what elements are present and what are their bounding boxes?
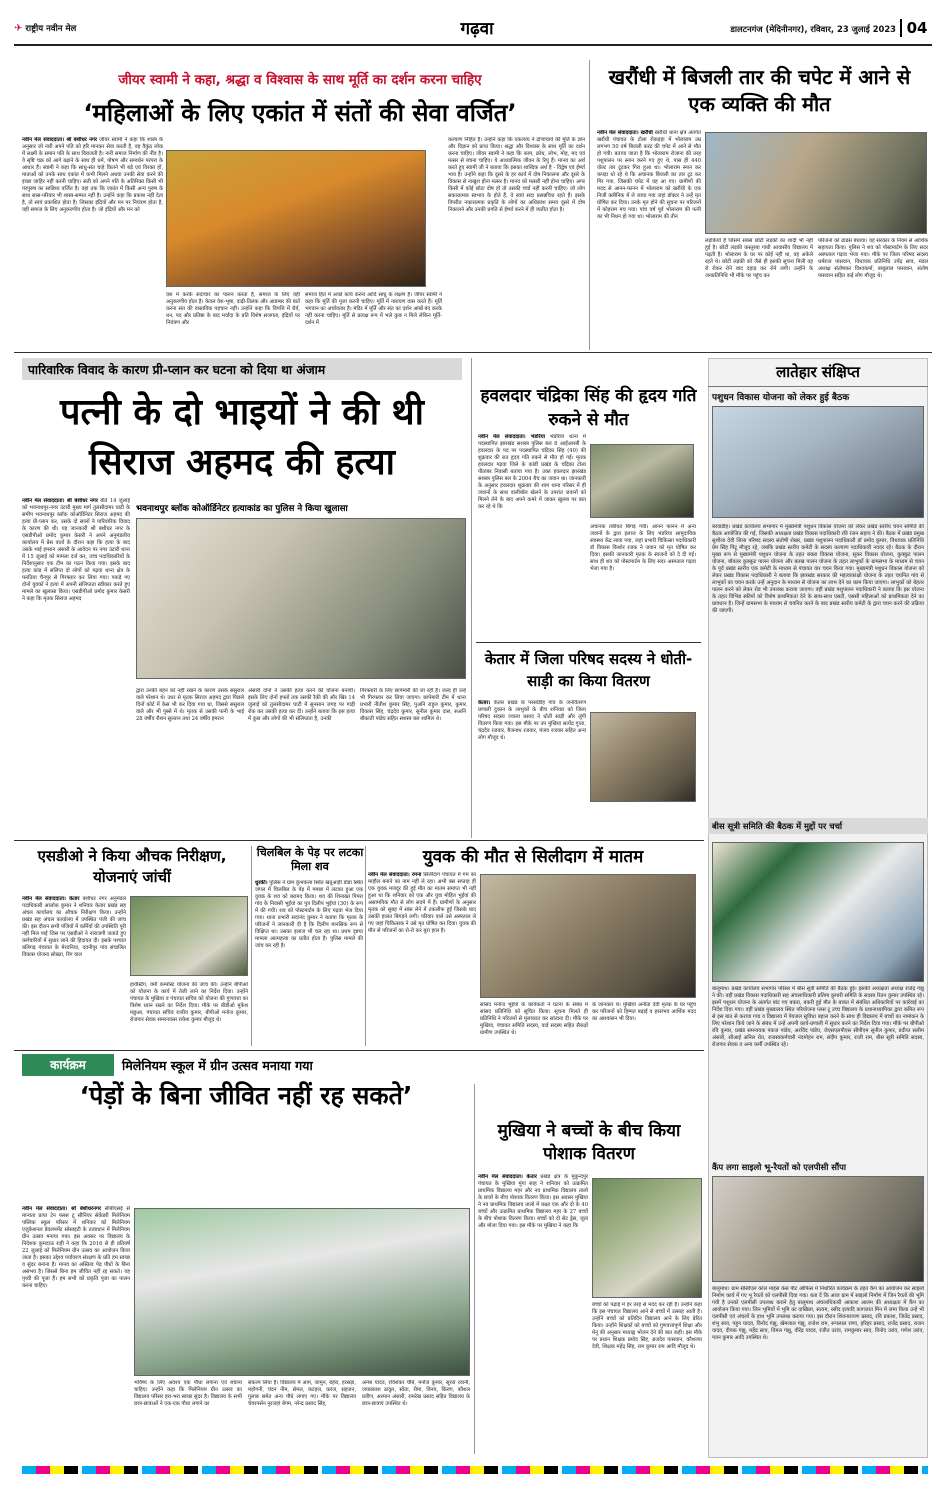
col-divider-5 <box>474 1084 475 1454</box>
story1-col2: वश में करके सदाचार का पालन करता है, समाज के लिए वही अनुकरणीय होता है। केवल वेश-भूषा, दाढ़ी-तिलक और आडम्बर की बातें करना संत की वास्तविक पहचान नहीं। उन्होंने कहा कि विपत्ति में धैर्य, धन, पद और प्रतिष्ठा के बाद मर्यादा के प्रति विशेष सजगता, इंद्रियों पर नियंत्रण और <box>166 292 300 326</box>
masthead-rule <box>14 44 932 46</box>
story10-photo <box>592 1178 702 1298</box>
logo-text: राष्ट्रीय नवीन मेल <box>25 23 77 34</box>
page-number: 04 <box>900 19 932 37</box>
dateline: डालटनगंज (मेदिनीनगर), रविवार, 23 जुलाई 2023 <box>730 24 896 34</box>
sidebar-title: लातेहार संक्षिप्त <box>708 362 928 387</box>
story8-col1 <box>368 872 476 1046</box>
section-title: गढ़वा <box>460 19 494 39</box>
story5-byline: केतार। <box>478 700 491 706</box>
story10-headline: मुखिया ने बच्चों के बीच किया पोशाक वितरण <box>497 1121 681 1164</box>
col-divider-1 <box>589 60 590 350</box>
story3-col1 <box>22 498 130 836</box>
story3-byline: नवीन मेल संवाददाता। श्री बंशीधर नगर <box>22 498 98 504</box>
story8-body1: सिलीदाग पंचायत में गम का माहौल बनाने का नाम नहीं ले रहा। अभी बस सप्ताह ही एक युवक मजदूर की हुई मौत का मातम समाप्त भी नहीं हुआ था कि शनिवार को एक और युवा मोहित भुईयां की असामयिक मौत से लोग सदमे में हैं। ग्रामीणों के अनुसार मृतक को सुबह में सांस लेने में तकलीफ हुई जिसके बाद उसकी हालत बिगड़ने लगी। परिवार वाले उसे अस्पताल ले गए जहां चिकित्सक ने उसे मृत घोषित कर दिया। युवक की मौत से परिजनों का रो-रो कर बुरा हाल है। <box>368 872 476 934</box>
story2-photo <box>705 132 927 234</box>
story6-headline: एसडीओ ने किया औचक निरीक्षण, योजनाएं जांचीं <box>37 847 227 886</box>
story6-col1 <box>22 896 126 1046</box>
story3-photo <box>136 518 466 679</box>
story10-col1 <box>478 1174 588 1454</box>
row1-rule <box>14 352 932 353</box>
col-divider-2 <box>471 358 472 838</box>
col-divider-4 <box>365 846 366 1046</box>
sidebar-item2-band <box>708 818 928 834</box>
story3-col4: गिरफ्तारी के लिए छापेमारी की जा रही है। जल्द ही उन्हें भी गिरफ्तार कर लिया जाएगा। छापेमारी टीम में थाना प्रभारी नीतीश कुमार सिंह, पुअनि राहुल कुमार, कुमार विकास सिंह, चंद्रदेव कुमार, सुनील कुमार दास, सअनि बौकाती पांडेय सहित सशस्त्र बल शामिल थे। <box>360 688 466 722</box>
story10-col2: बच्चों को पढ़ाई में हर तरह से मदद कर रही है। उन्होंने कहा कि इस पंचायत विद्यालय आने से बच्चों में उत्साह आती है। उन्होंने बच्चों को प्रतिदिन विद्यालय आने के लिए प्रेरित किया। उन्होंने शिक्षकों को बच्चों को गुणवत्तापूर्ण शिक्षा और मेनू की अनुसार मध्याह्न भोजन देने की बात कही। इस मौके पर प्रधान शिक्षक प्रमोद सिंह, ब्रजदेव पासवान, कौशल्या देवी, शिक्षक महेंद्र सिंह, राम कुमार राम आदि मौजूद थे। <box>592 1302 702 1350</box>
masthead <box>14 14 932 44</box>
story9-col2: भविष्य के लिए अवश्य एक पौधा लगाना एवं बचाना चाहिए। उन्होंने कहा कि मिलेनियम ग्रीन उत्सव का विद्यालय परिसर हरा-भरा स्वच्छ सुंदर है। विद्यालय के सभी छात्र-छात्राओं ने एक-एक पौधा लगाने का <box>134 1380 242 1407</box>
story8-byline: नवीन मेल संवाददाता। रमना <box>368 872 422 878</box>
story1-body1: जीयर स्वामी ने कहा कि शास्त्र के अनुसार जो नारी अपने पति को हरि मानकर सेवा करती है, वह वैकुंठ लोक में लक्ष्मी के समान पति के साथ विराजती है। नारी समाज निर्माण की नींव है। वे सृष्टि चक्र को आगे बढ़ाने के साथ ही धर्म, पोषण और सम्वर्धन परंपरा के आधार हैं। स्वामी ने कहा कि साधु-संत चाहे कितने भी बड़े एवं विरक्त हों, माताओं को उनके साथ एकांत में कभी मिलने अथवा उनकी सेवा करने की इच्छा जाहिर नहीं करनी चाहिए। सती को अपने पति के अतिरिक्त किसी भी परपुरुष का सान्निध्य वर्जित है। वहां तक कि एकांत में किसी अन्य पुरुष के साथ सास-परिवार भी शास्त्र-सम्मत नहीं है। उन्होंने कहा कि प्रकाश नहीं देता है, तो स्वयं प्रकाशित होता है। जिसका इंद्रियों और मन पर नियंत्रण होता है, वही समाज के लिए अनुकरणीय होता है। जो इंद्रियों और मन को <box>22 137 163 213</box>
story1-kicker: जीयर स्वामी ने कहा, श्रद्धा व विश्वास के साथ मूर्ति का दर्शन करना चाहिए <box>118 72 482 88</box>
story3-photo-caption: भवनाथपुर ब्लॉक कोऑर्डिनेटर हत्याकांड का पुलिस ने किया खुलासा <box>136 504 348 514</box>
story6-col2: हार्वेस्टिंग, वर्मी कम्पोस्ट योजना की जांच की। उन्होंने बीपीओ को योजना के कार्य में तेजी लाने का निर्देश दिया। उन्होंने पंचायत के मुखिया व पंचायत सचिव को योजना की गुणवत्ता का विशेष ध्यान रखने का निर्देश दिया। मौके पर बीडीओ मुकेश मछुआ, पंचायत सचिव राजीव कुमार, बीपीओ मनोज कुमार, रोजगार सेवक समरनवत्स राकेश कुमार मौजूद थे। <box>130 982 248 1023</box>
sidebar-item3-photo <box>712 1176 924 1282</box>
story9-col1 <box>22 1206 130 1454</box>
story5-photo <box>590 712 696 802</box>
story9-body1: सीबीएसई से मान्यता प्राप्त टेन फ्लस टू सीनियर सेकेंडरी मिलेनियम पब्लिक स्कूल परिसर में शनिवार को मिलेनियम एजुकेशनल डेवलपमेंट सोसाइटी के तत्वाधान में मिलेनियम ग्रीन उत्सव मनाया गया। इस अवसर पर विद्यालय के निदेशक कुमदाऊ राही ने कहा कि 2016 से ही प्रतिवर्ष 22 जुलाई को मिलेनियम ग्रीन उत्सव का आयोजन किया जाता है। इसका उद्देश्य पर्यावरण संरक्षण के प्रति हम स्वच्छ व सुंदर बनाना है। मानव का अस्तित्व पेड़ पौधों के बिना असंभव है। जिससे बिना हम जीवित नहीं रह सकते। यह पृथ्वी की पूजा हैं। हम सभी को प्रकृति पूजा का पालन करना चाहिए। <box>22 1206 130 1289</box>
story7-byline: धुरकी। <box>255 880 268 886</box>
story5-headline: केतार में जिला परिषद सदस्य ने धोती-साड़ी का किया वितरण <box>484 650 693 690</box>
story4-headline: हवलदार चंद्रिका सिंह की हृदय गति रुकने से मौत <box>480 386 697 430</box>
story2-byline: नवीन मेल संवाददाता। खरौंधी <box>597 130 653 136</box>
story6-body1: बंशीधर नगर अनुमंडल पदाधिकारी आलोक कुमार ने शनिवार केतार प्रखंड सह अंचल कार्यालय का औचक निरीक्षण किया। उन्होंने प्रखंड सह अंचल कार्यालय में उपस्थित पंजी की जांच की। इस दौरान सभी पंजियों में कर्मियों की उपस्थिति पूरी नहीं मिल पाई जिस पर एसडीओ ने नाराजगी जताते हुए कर्मचारियों में सुधार लाने की हिदायत दी। इसके पश्चात बलिगढ़ पंचायत के मेरवनिया, दवनीपुर गांव संचालित विकास योजना सोख्ता, रिंग वाल <box>22 896 126 958</box>
story9-byline: नवीन मेल संवाददाता। श्री बंशीधरनगर <box>22 1206 101 1212</box>
story2-col2: लड़कियों हैं जिसमें सबसे छोटी लड़की का शादी भी नहीं हुई है। छोटी लड़की कस्तूरबा गांधी आवासीय विद्यालय में पढ़ती है। भोलाराम के घर पर कोई नहीं था, वह अकेले रहते थे। छोटी लड़की को जैसे ही इसकी सूचना मिली वह रो रोकर रोने बाद दहाड़ कर रोने लगी। उन्होंने के जनप्रतिनिधि भी मौके पर पहुंच कर <box>705 238 813 279</box>
story2-body1: खरौंधी थाना क्षेत्र अंतर्गत खरौंधी पंचायत के टोला रोकड़हा में भोलाराम उम्र लगभग 50 वर्ष बिजली करंट की चपेट में आने से मौत हो गयी। बताया जाता है कि भोलाराम रोजाना की तरह पशुपालन पर स्नान करने गए हुए थे, पास ही 440 वोल्ट तार टूटकर गिरा हुआ था। भोलाराम स्नान कर कपड़ा धो रहे थे कि अचानक बिजली का तार टूट कर गिर गया, जिसकी चपेट में वह आ गए। ग्रामीणों की मदद से आनन-फानन में भोलाराम को खरौंधी के एक निजी क्लीनिक में ले जाया गया जहां डॉक्टर ने उन्हें मृत घोषित कर दिया। उनके मृत होने की सूचना पर परिजनों में कोहराम मच गया। पांच वर्ष पूर्व भोलाराम की पत्नी का भी निधन हो गया था। भोलाराम की तीन <box>597 130 701 220</box>
story2-col1 <box>597 130 701 344</box>
print-color-strip <box>22 1466 928 1474</box>
col-divider-3 <box>251 846 252 1046</box>
story6-photo <box>130 896 248 976</box>
story9-kicker-row <box>22 1054 472 1076</box>
story9-col3: संकल्प लिया है। विद्यालय में आम, जामुन, बहेरा, हरसड़ा, महोगनी, चंदन नीम, सेमल, कटहल, करंज, सहजन, गुलाब समेत अन्य पौधे लगाए गए। मौके पर विद्यालय चेयरपर्सन नूरजहां बेगम, नरेन्द्र प्रसाद सिंह, <box>248 1380 356 1407</box>
story9-tag: कार्यक्रम <box>22 1054 114 1076</box>
logo <box>14 20 124 36</box>
story3-headline: पत्नी के दो भाइयों ने की थी सिराज अहमद की हत्या <box>60 392 424 483</box>
sidebar-item1-photo <box>712 406 924 518</box>
story9-photo <box>134 1208 470 1376</box>
story9-kicker: मिलेनियम स्कूल में ग्रीन उत्सव मनाया गया <box>122 1058 313 1073</box>
story7-headline: चिलबिल के पेड़ पर लटका मिला शव <box>256 846 364 873</box>
story2-headline: खरौंधी में बिजली तार की चपेट में आने से एक व्यक्ति की मौत <box>608 65 911 116</box>
story1-photo <box>166 150 426 287</box>
story5-body1: केतार प्रखंड के परसोडीह गांव के जनवितरण प्रणाली दुकान के लाभुकों के बीच शनिवार को जिला परिषद सदस्य ज्वाला प्रसाद ने धोती साड़ी और लुंगी वितरण किया गया। इस मौके पर उप मुखिया सत्येंद्र गुप्ता, चंद्रदेव रजवार, बैजनाथ रजवार, मंजय रजवार सहित अन्य लोग मौजूद थे। <box>478 700 586 741</box>
story1-headline: ‘महिलाओं के लिए एकांत में संतों की सेवा वर्जित’ <box>83 99 517 127</box>
story10-byline: नवीन मेल संवाददाता। केतार <box>478 1174 537 1180</box>
bird-icon: ✈ <box>14 22 23 34</box>
story7-col1 <box>255 880 363 1046</box>
story3-kicker-band <box>22 358 462 380</box>
story4-col2: अचानक तबीयत बिगड़ गयी। आनन फानन में अन्य जवानों के द्वारा इलाज के लिए भंडरिया सामुदायिक स्वास्थ्य केंद्र लाया गया, जहां प्रभारी चिकित्सा पदाधिकारी डॉ विकास किशोर रजक ने जवान को मृत घोषित कर दिया। इसकी जानकारी मृतक के स्वजनों को दे दी गई। साथ ही शव को पोस्टमार्टम के लिए सदर अस्पताल गढ़वा भेजा गया है। <box>590 524 696 572</box>
row2-rule <box>14 840 704 841</box>
story4-rule <box>476 642 701 643</box>
sidebar-item1-headline: पशुधन विकास योजना को लेकर हुई बैठक <box>712 393 850 403</box>
sidebar-item3-body: बालूमाथ। ग्राम सीसीएल कोल माइंस केस पीट ऑफिस में निर्धारित कार्यक्रम के तहत कैंप का आयोजन कर साइलो निर्माण कार्य में गए भू रैयतों को एलपीसी दिया गया। बता दें कि आज ग्राम में साइलो निर्माण में जिन रैयतों की भूमि गयी है उनको एलपीसी उपलब्ध कराने हेतु बालूमाथ अंचलाधिकारी आकाश आलम की अध्यक्षता में कैंप का आयोजन किया गया। जिन भूमियों में भूमि का दाखिला, सत्यम, रसीद इत्यादि कागजात मिन में जमा किया उन्हें भी एलपीसी एवं अंचलों के हाथ भूमि उपलब्ध कराया गया। इस दौरान शिवनारायण प्रसाद, रवि प्रकाश, जितेंद्र प्रसाद, शंभु साव, पहुन यादव, विनोद गंझू, खेमलाल गंझू, राजेश राम, रूपलाल राणा, हरिहर प्रसाद, राजेंद्र प्रसाद, राजन यादव, दीपक गंझू, महेंद्र साव, विमल गंझू, वीरेंद्र यादव, रंजीत उरांव, रामकुमार साव, विनोद उरांव, गणेश उरांव, पवन कुमार आदि उपस्थित थे। <box>712 1286 924 1341</box>
story3-col3: अंसारी दोनों ने उसकी हत्या करने की योजना बनायी। इसके लिए दोनों हफ्तों तक उसकी रैकी की और खिर 14 जुलाई को तुलसीदामर घाटी में सुनसान जगह पर गाड़ी रोक कर उसकी हत्या कर दी। उन्होंने बताया कि इस हत्या में कुछ और लोगों की भी संलिप्तता है, उनकी <box>248 688 355 722</box>
story4-col1 <box>478 434 586 634</box>
story1-col1 <box>22 137 163 342</box>
sidebar-item2-headline: बीस सूत्री समिति की बैठक में मुद्दों पर चर्चा <box>712 821 843 831</box>
story8-col2: सांसद मनोज भुईयां के कार्यकर्ता ने घटना के संबंध में सांसद प्रतिनिधि को सूचित किया। सूचना मिलते ही प्रतिनिधि ने परिजनों से मुलाकात कर सांत्वना दी। मौके पर मुखिया, पंचायत समिति सदस्य, वार्ड सदस्य सहित सैकड़ों ग्रामीण उपस्थित थे। <box>480 1002 588 1036</box>
story3-body1: बीते 14 जुलाई को भवनाथपुर-नगर उंटारी मुख्य मार्ग तुलसीदामर घाटी के समीप भवनाथपुर ब्लॉक कोऑर्डिनेटर सिराज अहमद की हत्या प्री-प्लान कर, उसके दो सालों ने पारिवारिक विवाद के कारण की थी। यह जानकारी श्री बंशीधर नगर के एसडीपीओ प्रमोद कुमार केसरी ने अपने अनुमंडलीय कार्यालय में प्रेस वार्ता के दौरान कहा कि हत्या के बाद उसके भाई इमरान अंसारी के आवेदन पर नगर उंटारी थाना में 15 जुलाई को मामला दर्ज कर, उच्च पदाधिकारियों के निर्देशानुसार एक टीम का गठन किया गया। इसके बाद हत्या कांड में संलिप्त दो लोगों को गढ़वा थाना क्षेत्र के फरठिया चैनपुर से गिरफ्तार कर लिया गया। पकड़े गए दोनों युवकों ने हत्या में अपनी संलिप्तता स्वीकार करते हुए मामले का खुलासा किया। एसडीपीओ प्रमोद कुमार केसरी ने कहा कि मृतक सिराज अहमद <box>22 498 130 602</box>
story5-col1 <box>478 700 586 836</box>
sidebar-item2-body: बालूमाथ। प्रखंड कार्यालय सभागार परिसर में बीस सूत्री समिति की बैठक हुई। इसकी अध्यक्षता अध्यक्ष राजेंद्र गंझू ने की। वहीं प्रखंड विकास पदाधिकारी सह अंचलाधिकारी प्रतिमा कुमारी समिति के सदस्य रितन कुमार उपस्थित रहे। इसमें पशुधन योजना के अंतर्गत बांट गए बकरा, बकरी हुई मौत के बाबत में संबंधित अधिकारियों पर कार्रवाई का निर्देश दिया गया। वहीं प्रखंड मुख्यालय स्थित परियोजना प्लस टू उच्च विद्यालय के प्रधानाध्यापिका द्वारा कमित रूप से इस बात से कराया गया व विद्यालय में पेयजल सुविधा बहाल करने के साथ ही विद्यालय में बच्चों का नामांकन के लिए परेशान किये जाने के संबंध में उन्हें अपनी कार्य-प्रणाली में सुधार करने का निर्देश दिया गया। मौके पर बीपीओ रवि कुमार, प्रखंड समन्वयक पंकज पांडेय, अरविंद पांडेय, जेएसएलपीएस सीपीएम सुनील कुमार, प्रदीप्त सलीम अंसारी, सीआई अनिल राेत, राजस्वकर्मचारी नंदमोहन राम, संदीप कुमार, राजी राम, बीस सूत्री समिति सदस्य, रोजगार सेवक व अन्य कर्मी उपस्थित रहे। <box>712 986 924 1048</box>
story4-photo <box>590 444 694 518</box>
row3-rule <box>14 1050 704 1051</box>
story7-body1: पुलिस ने ग्राम कुंभकला स्थित खतुआही डोंडा स्थित जंगल में चिलबिल के पेड़ में गमछा में लटका हुआ एक युवक के शव को बरामद किया। शव की शिनाख्त पिपरा गांव के निवासी भूईयां का पुत्र दिलीप भुईयां (30) के रूप में की गयी। शव को पोस्टमार्टम के लिए गढ़वा भेज दिया गया। थाना प्रभारी सदानंद कुमार ने बताया कि मृतक के परिजनों ने जानकारी दी है कि दिलीप मानसिक रूप से विक्षिप्त था। उसका इलाज भी चल रहा था। प्रथम दृष्टया मामला आत्महत्या का प्रतीत होता है। पुलिस मामले की जांच कर रही है। <box>255 880 363 949</box>
story4-byline: नवीन मेल संवाददाता। भंडरिया <box>478 434 545 440</box>
story3-col2: द्वारा उनकी बहन को नहीं रखने के कारण उसके ससुराल वाले परेशान थे। उधर से मृतक सिराज अहमद द्वारा पिछले दिनों कोर्ट में केस भी कर दिया गया था, जिससे ससुराल वाले और भी गुस्से में थे। मृतक से उसकी पत्नी के भाई 28 वर्षीय रौशन सुल्तान तथा 24 वर्षीय इमरान <box>136 688 244 722</box>
story6-byline: नवीन मेल संवाददाता। केतार <box>22 896 80 902</box>
story1-col3: समाज हित में अच्छे कार्य करना आदि साधु के लक्षण हैं। जीयर स्वामी ने कहा कि मूर्ति की पूजा करनी चाहिए। मूर्ति में नारायण वास करते हैं। मूर्ति भगवान का अर्चावतार है। मंदिर में मूर्ति और संत का दर्शन आंखें बंद करके नहीं करना चाहिए। मूर्ति से प्रत्यक्ष रूप में भले कुछ न मिले लेकिन मूर्ति-दर्शन में <box>305 292 442 326</box>
story4-body1: भंडरिया थाना में पदस्थापित झारखंड सशस्त्र पुलिस बल 8 आईआरबी के हवलदार के पद पर पदस्थापित चंद्रिका सिंह (40) की शुक्रवार की रात हृदय गति रुकने से मौत हो गई। मृतक हवलदार गढ़वा जिले के कांडी प्रखंड के चंद्रिका टोला पीतांबर निवासी बताया गया है। उक्त हवलदार झारखंड सशस्त्र पुलिस बल के 2004 बैच का जवान था। जानकारी के अनुसार हवलदार शुक्रवार की शाम थाना परिसर में ही जवानों के साथ वालीबॉल खेलने के उपरांत जवानों को मिलने लेने के बाद अपने कमरे में जाकर खुल्ला पर बात कर रहे थे कि <box>478 434 586 510</box>
story1-col4: कल्याण निहित है। उन्होंने कहा कि एकलव्य ने द्रोणाचार्य की मूर्ति के ज्ञान और विज्ञान को प्राप्त किया। श्रद्धा और विश्वास के साथ मूर्ति का दर्शन करना चाहिए। जीयर स्वामी ने कहा कि काम, क्रोध, लोभ, मोह, मद एवं मत्सर से बचना चाहिए। ये आध्यात्मिक जीवन के रिपु हैं। मानव का अर्थ करते हुए स्वामी जी ने बताया कि इसका शाब्दिक अर्थ है - विद्वेष एवं ईर्ष्या भाव है। उन्होंने कहा कि दूसरे के हर कार्य में दोष निकालना और दूसरे के विकास से नाखुश होना मत्सर है। मानव को मत्सरी नहीं होना चाहिए। अगर किसी में कोई छोटा दोष हो तो उसकी चर्चा नहीं करनी चाहिए। जो लोग सकारात्मक स्वभाव के होते हैं, वे स्वयं सदा प्रसन्नचित्त रहते हैं। इसके विपरीत नकारात्मक प्रकृति के लोगों का अधिकांश समय दूसरे में दोष निकालने और उनकी प्रगति से ईर्ष्या करने में ही व्यतीत होता है। <box>448 137 585 213</box>
sidebar-item1-body: बरवाडीह। प्रखंड कार्यालय सभागार में मुख्यमंत्री पशुधन विकास योजना को लेकर प्रखंड स्तरीय चयन समिति की बैठक आयोजित की गई, जिसकी अध्यक्षता प्रखंड विकास पदाधिकारी रवि रंजन सहाय ने की। बैठक में प्रखंड प्रमुख सुशीला देवी जिला परिषद सदस्य संतोषी शेखर, प्रखंड पशुपालन पदाधिकारी डॉ प्रमोद कुमार, विधायक प्रतिनिधि प्रेम सिंह पिंटू मौजूद रहे, जबकि प्रखंड स्तरीय कमेटी के सदस्य कल्याण पदाधिकारी नवदर रहे। बैठक के दौरान मुख्य रूप से मुख्यमंत्री पशुधन योजना के तहत बकरा विकास योजना, सूकर विकास योजना, कुक्कुट पालन योजना, बॉयलर कुक्कुट पालन योजना और बतख पालन योजना के तहत लाभुकों के ग्रामसभा के माध्यम से चयन के पूर्व प्रखंड स्तरीय एक कमेटी के माध्यम से पंचायत वार चयन किया गया। मुख्यमंत्री पशुधन विकास योजना को लेकर प्रखंड विकास पदाधिकारी ने बताया कि झारखंड सरकार की महत्वाकांक्षी योजना के तहत चयनित गांव से लाभुकों का चयन करके उन्हें अनुदान के माध्यम से योजना का लाभ देने का काम किया जाएगा। लाभुकों को बेहतर पालन करने को लेकर रोड भी उपलब्ध कराया जाएगा। वहीं प्रखंड पशुपालन पदाधिकारी ने बताया कि इस योजना के तहत विभिन्न स्कीमों को विशेष प्राथमिकता देने के साथ-साथ एसटी, एससी महिलाओं को प्राथमिकता देने का प्रावधान है। जिन्हें ग्रामसभा के माध्यम से चयनित करने के बाद प्रखंड स्तरीय कमेटी के द्वारा चयन करने की प्रक्रिया की जाएगी। <box>712 524 924 614</box>
story8-photo <box>480 874 696 998</box>
sidebar-item2-photo <box>712 842 924 982</box>
story8-headline: युवक की मौत से सिलीदाग में मातम <box>422 847 644 867</box>
story3-kicker: पारिवारिक विवाद के कारण प्री-प्लान कर घटना को दिया था अंजाम <box>28 363 326 377</box>
sidebar-item3-headline: कैंप लगा साइलो भू-रैयतों को एलपीसी सौंपा <box>712 1162 847 1172</box>
story9-headline: ‘पेड़ों के बिना जीवित नहीं रह सकते’ <box>79 1081 413 1110</box>
story9-col4: अनेश यादव, रविशंकर चौबे, मनोज कुमार, सूरज रवानी, जयप्रकाश ठाकुर, स्वेता, रीमा, विनय, किरण, कौशल प्रवीण, अरमान अंसारी, रामरेख प्रसाद सहित विद्यालय के छात्र-छात्राएं उपस्थित थे। <box>362 1380 470 1407</box>
story8-col3: के जानकार थे। मुखिया अनीता देवी मृतक के घर पहुंच कर परिजनों को हिम्मत बढ़ाई व हरसंभव आर्थिक मदद का आश्वासन भी दिया। <box>592 1002 696 1022</box>
story10-body1: प्रखंड क्षेत्र के मुकुन्दपुर पंचायत के मुखिया मुंगा साह ने शनिवार को उत्क्रमित प्राथमिक विद्यालय महर और नव प्राथमिक विद्यालय तालो के छात्रों के बीच पोशाक वितरण किया। इस अवसर मुखिया ने नव प्राथमिक विद्यालय तालो में कक्षा एक और दो के 40 बच्चों और उत्क्रमित प्राथमिक विद्यालय महर के 27 बच्चों के बीच पोशाक वितरण किया। बच्चों को दो सेट ड्रेस, जूता और मोजा दिया गया। इस मौके पर मुखिया ने कहा कि <box>478 1174 588 1229</box>
story1-byline: नवीन मेल संवाददाता। श्री बंशीधर नगर <box>22 137 98 143</box>
story2-col3: परिजनों को ढांढस बंधाया। वह सरकार के नियम से आर्थिक सहायता किया। पुलिस ने शव को पोस्टमार्टम के लिए सदर अस्पताल गढ़वा भेजा गया। मौके पर जिला परिषद सदस्य धर्मराज पासवान, विधायक प्रतिनिधि उपेंद्र साव, मंडल अध्यक्ष संतोषकर विश्वकर्मा, बाबूलाल पासवान, संतोष पासवान सहित कई लोग मौजूद थे। <box>818 238 928 279</box>
